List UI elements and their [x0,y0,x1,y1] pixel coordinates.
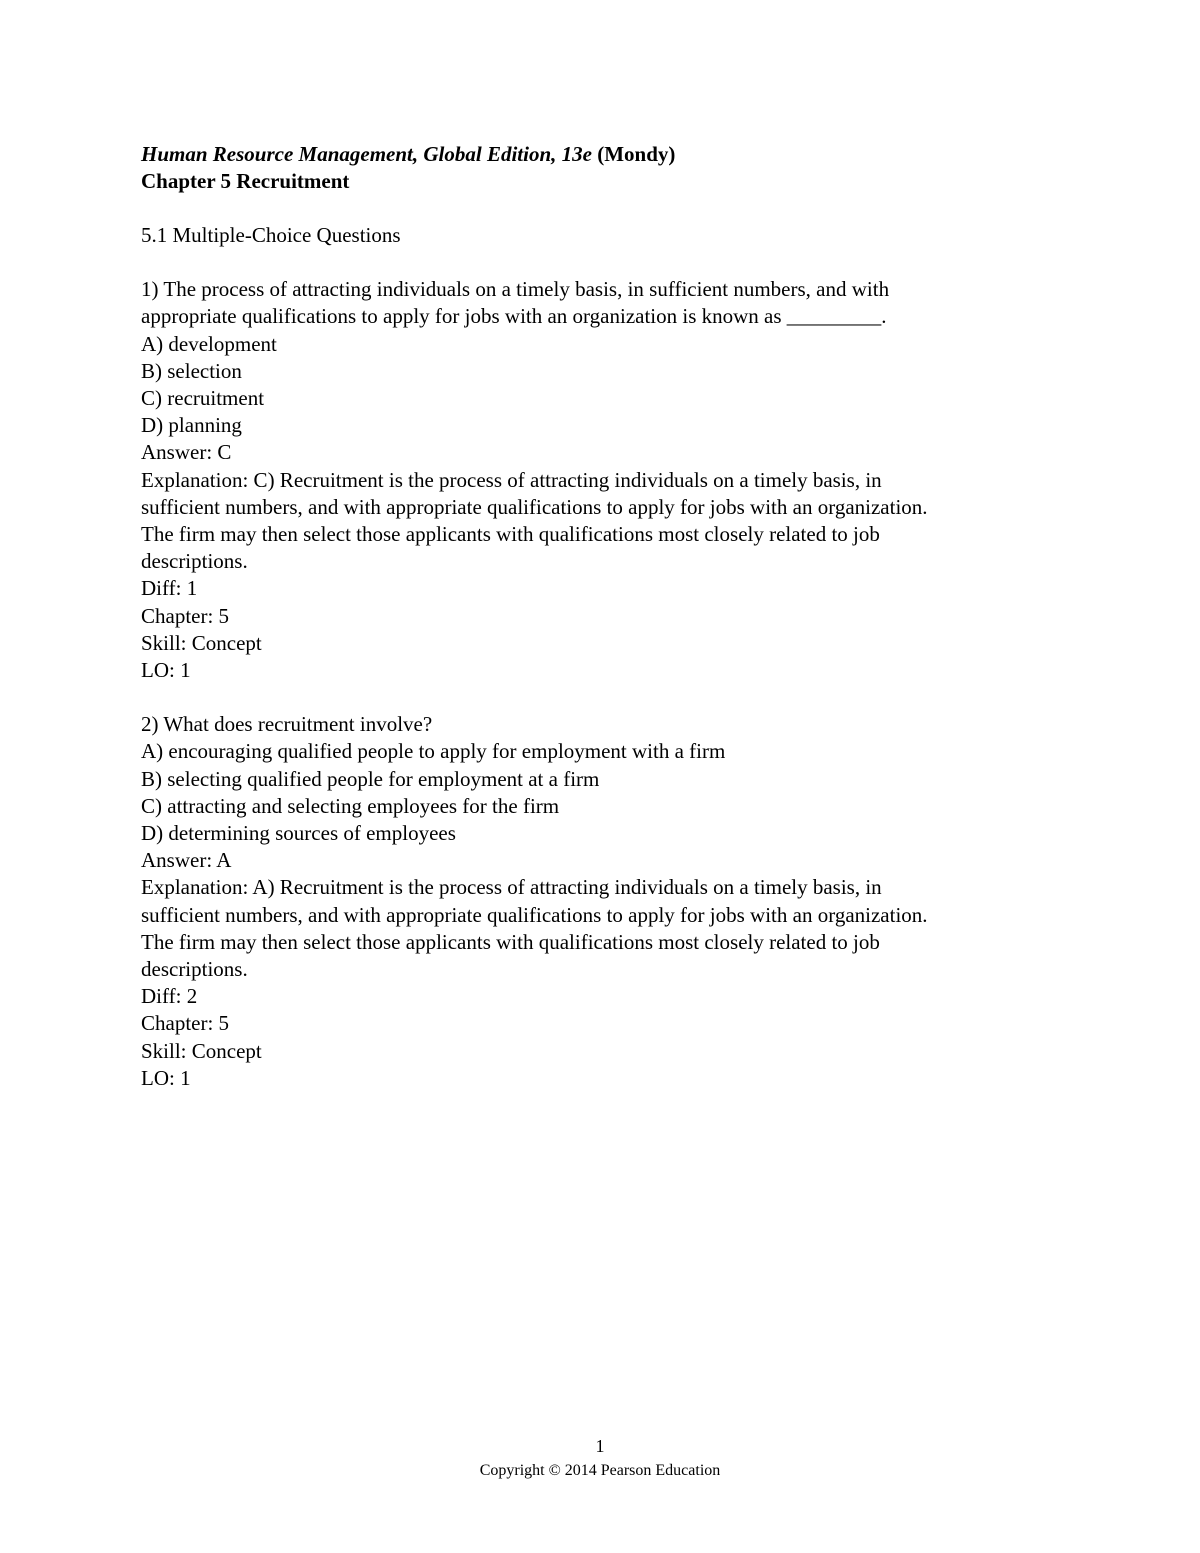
chapter-title: Chapter 5 Recruitment [141,169,350,193]
option-d: D) determining sources of employees [141,821,456,846]
explanation-line: The firm may then select those applicants with qualifications most closely related to job [141,522,880,547]
book-title-line [141,141,1061,168]
explanation-line: Explanation: C) Recruitment is the process of attracting individuals on a timely basis, in [141,467,882,492]
explanation-line: descriptions. [141,957,248,982]
explanation-line: The firm may then select those applicants with qualifications most closely related to job [141,929,880,954]
book-author: (Mondy) [591,142,676,166]
page-number: 1 [595,1436,605,1456]
question-stem: 2) What does recruitment involve? [141,712,433,737]
page-content [141,141,1061,1119]
answer: Answer: A [141,848,232,873]
copyright-notice: Copyright © 2014 Pearson Education [479,1462,721,1479]
skill-tag: Skill: Concept [141,1038,262,1063]
book-title: Human Resource Management, Global Edition, 13e [141,142,592,166]
question-stem-continued: appropriate qualifications to apply for jobs with an organization is known as _________. [141,304,887,329]
option-c: C) attracting and selecting employees for the firm [141,793,560,818]
question-1 [141,276,1061,684]
difficulty: Diff: 2 [141,984,198,1009]
chapter-tag: Chapter: 5 [141,1011,230,1036]
difficulty: Diff: 1 [141,576,198,601]
explanation-line: sufficient numbers, and with appropriate qualifications to apply for jobs with an organization. [141,494,928,519]
question-stem: 1) The process of attracting individuals on a timely basis, in sufficient numbers, and with [141,277,890,302]
option-a: A) encouraging qualified people to apply for employment with a firm [141,739,726,764]
chapter-tag: Chapter: 5 [141,603,230,628]
explanation-line: sufficient numbers, and with appropriate qualifications to apply for jobs with an organization. [141,902,928,927]
learning-objective: LO: 1 [141,658,191,683]
option-c: C) recruitment [141,386,265,411]
option-b: B) selecting qualified people for employment at a firm [141,766,600,791]
option-d: D) planning [141,413,242,438]
skill-tag: Skill: Concept [141,630,262,655]
option-b: B) selection [141,358,242,383]
section-heading: 5.1 Multiple-Choice Questions [141,223,401,247]
explanation-line: Explanation: A) Recruitment is the process of attracting individuals on a timely basis, in [141,875,882,900]
option-a: A) development [141,331,277,356]
explanation-line: descriptions. [141,549,248,574]
question-2 [141,711,1061,1092]
learning-objective: LO: 1 [141,1065,191,1090]
answer: Answer: C [141,440,232,465]
